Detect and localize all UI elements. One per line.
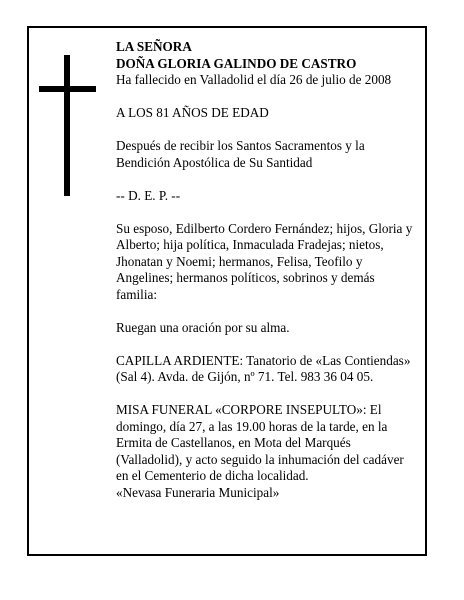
prayer-line: Ruegan una oración por su alma. [116,319,290,335]
funeral-line: en el Cementerio de dicha localidad. [116,468,309,483]
funeral-home: «Nevasa Funeraria Municipal» [116,484,280,500]
family-line: Alberto; hija política, Inmaculada Fradejas; nietos, [116,237,384,252]
obituary-text [116,39,422,501]
title-line: LA SEÑORA [116,39,192,54]
family-line: Jhonatan y Noemi; hermanos, Felisa, Teofilo y [116,253,363,269]
funeral-line: domingo, día 27, a las 19.00 horas de la tarde, en la [116,418,388,434]
chapel-line: CAPILLA ARDIENTE: Tanatorio de «Las Contiendas» [116,352,411,368]
chapel-line: (Sal 4). Avda. de Gijón, nº 71. Tel. 983 36 04 05. [116,369,374,384]
cross-icon-vertical-bar [64,55,70,196]
funeral-line: (Valladolid), y acto seguido la inhumación del cadáver [116,451,404,467]
deceased-name: DOÑA GLORIA GALINDO DE CASTRO [116,55,357,71]
family-line: Angelines; hermanos políticos, sobrinos y demás [116,270,375,285]
age-line: A LOS 81 AÑOS DE EDAD [116,105,269,120]
rip-line: -- D. E. P. -- [116,187,181,203]
death-date-line: Ha fallecido en Valladolid el día 26 de julio de 2008 [116,72,392,87]
family-line: familia: [116,286,158,302]
cross-icon-horizontal-bar [39,86,96,92]
sacraments-line: Después de recibir los Santos Sacramentos y la [116,138,365,153]
funeral-line: Ermita de Castellanos, en Mota del Marqués [116,435,351,450]
sacraments-line: Bendición Apostólica de Su Santidad [116,154,313,170]
funeral-line: MISA FUNERAL «CORPORE INSEPULTO»: El [116,402,382,417]
family-line: Su esposo, Edilberto Cordero Fernández; hijos, Gloria y [116,220,413,236]
